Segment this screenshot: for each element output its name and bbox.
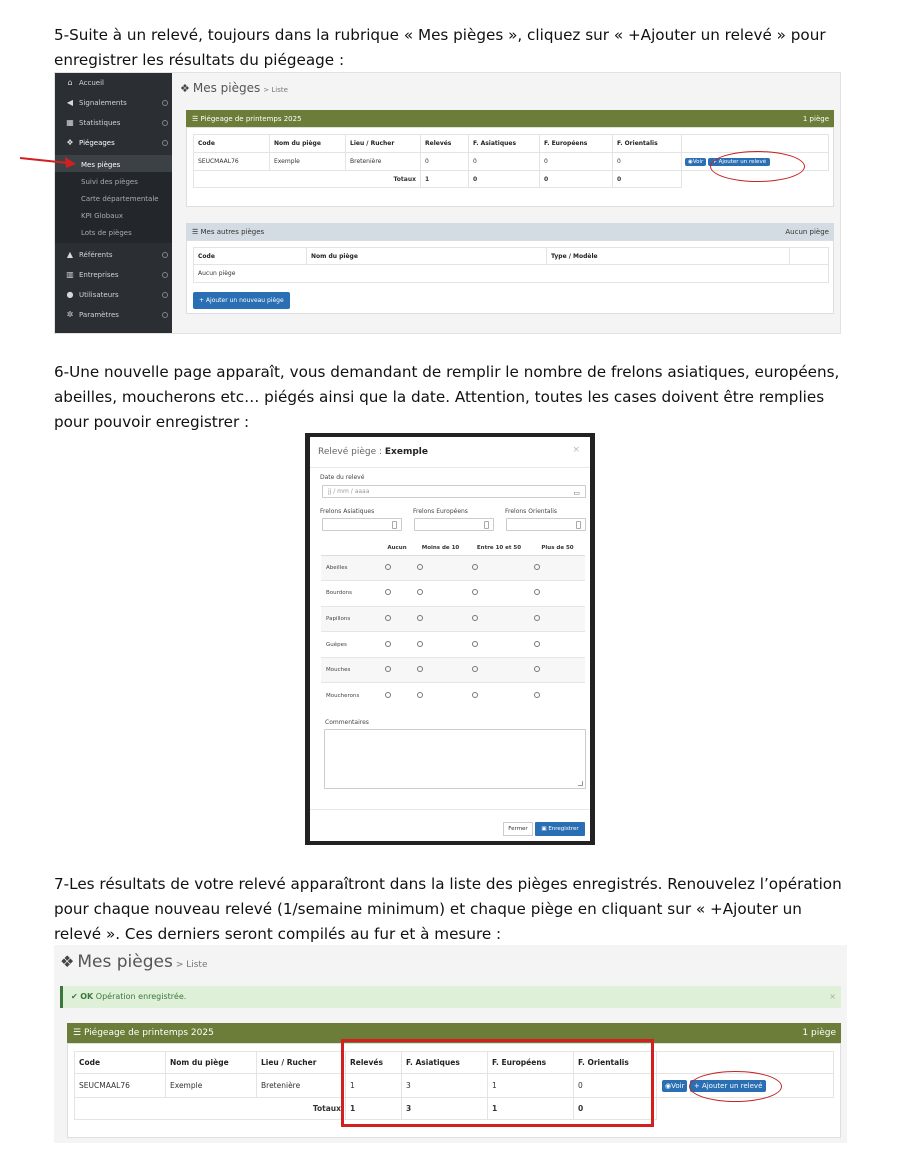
radio-moins-10[interactable] [417, 666, 423, 672]
sidebar-item-kpi[interactable]: KPI Globaux [55, 206, 172, 226]
list-icon: ☰ [73, 1028, 84, 1038]
column-header: Lieu / Rucher [257, 1052, 346, 1074]
radio-plus-50[interactable] [534, 666, 540, 672]
column-header: Code [75, 1052, 166, 1074]
comments-textarea[interactable] [324, 729, 586, 789]
asian-hornets-input[interactable] [322, 518, 402, 531]
other-species-table [321, 541, 585, 709]
comments-label: Commentaires [325, 719, 369, 726]
page-title: Mes pièges [77, 952, 173, 972]
other-traps-table [193, 247, 829, 283]
calendar-icon[interactable]: ▭ [573, 489, 580, 497]
screenshot-trap-list [54, 72, 841, 334]
column-header: Plus de 50 [530, 541, 585, 555]
expand-icon [162, 272, 168, 278]
radio-aucun[interactable] [385, 589, 391, 595]
european-hornets-input[interactable] [414, 518, 494, 531]
radio-moins-10[interactable] [417, 692, 423, 698]
radio-plus-50[interactable] [534, 692, 540, 698]
radio-10-50[interactable] [472, 692, 478, 698]
date-label: Date du relevé [320, 474, 365, 481]
eye-icon: ◉ [688, 158, 693, 165]
orientalis-hornets-input[interactable] [506, 518, 586, 531]
list-icon: ☰ [192, 227, 201, 236]
column-header: Entre 10 et 50 [468, 541, 530, 555]
column-header: Code [194, 248, 307, 265]
species-row-abeilles: Abeilles [321, 555, 585, 581]
resize-handle-icon[interactable] [578, 781, 583, 786]
column-header: F. Européens [540, 135, 613, 153]
panel-header-autres: ☰ Mes autres pièges Aucun piège [186, 223, 834, 240]
main-content [172, 73, 840, 334]
column-header: F. Asiatiques [402, 1052, 488, 1074]
megaphone-icon: ◀ [66, 98, 74, 107]
totals-row: Totaux 1 3 1 0 [75, 1098, 834, 1120]
column-header: Type / Modèle [547, 248, 790, 265]
add-reading-button[interactable]: + Ajouter un relevé [690, 1080, 767, 1092]
modal-title: Relevé piège : Exemple [318, 447, 428, 457]
page-header [60, 952, 207, 972]
highlight-ellipse [689, 1071, 782, 1102]
column-header: Relevés [421, 135, 469, 153]
european-hornets-label: Frelons Européens [413, 508, 468, 515]
view-button[interactable]: ◉Voir [685, 158, 706, 166]
column-header: F. Asiatiques [469, 135, 540, 153]
species-row-mouches: Mouches [321, 657, 585, 683]
list-icon: ☰ [192, 114, 201, 123]
user-icon: ● [66, 290, 74, 299]
radio-moins-10[interactable] [417, 641, 423, 647]
radio-plus-50[interactable] [534, 641, 540, 647]
check-icon: ✔ [71, 992, 81, 1001]
modal-dialog [310, 437, 590, 841]
sidebar-item-statistiques[interactable]: ▦ Statistiques [55, 113, 172, 133]
column-header: Nom du piège [307, 248, 547, 265]
trap-count-badge: Aucun piège [785, 227, 829, 236]
species-row-guepes: Guêpes [321, 632, 585, 658]
asian-hornets-label: Frelons Asiatiques [320, 508, 375, 515]
sidebar-item-entreprises[interactable]: ▥ Entreprises [55, 265, 172, 285]
species-row-papillons: Papillons [321, 606, 585, 632]
breadcrumb: > Liste [263, 86, 288, 94]
expand-icon [162, 120, 168, 126]
expand-icon [162, 252, 168, 258]
expand-icon [162, 312, 168, 318]
radio-moins-10[interactable] [417, 615, 423, 621]
radio-aucun[interactable] [385, 615, 391, 621]
radio-10-50[interactable] [472, 641, 478, 647]
page-header [180, 81, 288, 95]
radio-aucun[interactable] [385, 666, 391, 672]
chart-icon: ▦ [66, 118, 74, 127]
add-new-trap-button[interactable]: + Ajouter un nouveau piège [193, 292, 290, 309]
column-header: F. Européens [488, 1052, 574, 1074]
graduation-icon: ▲ [66, 250, 74, 259]
expand-icon [162, 100, 168, 106]
sidebar-item-utilisateurs[interactable]: ● Utilisateurs [55, 285, 172, 305]
column-header: F. Orientalis [613, 135, 682, 153]
table-row: SEUCMAAL76 Exemple Bretenière 1 3 1 0 ◉Voir + Ajouter un relevé [75, 1074, 834, 1098]
column-header: Code [194, 135, 270, 153]
date-input[interactable]: jj / mm / aaaa ▭ [322, 485, 586, 498]
eye-icon: ◉ [665, 1081, 672, 1090]
close-icon[interactable]: × [572, 445, 580, 455]
table-row: SEUCMAAL76 Exemple Bretenière 0 0 0 0 ◉Voir + Ajouter un relevé [194, 153, 829, 171]
cubes-icon: ❖ [66, 138, 74, 147]
radio-10-50[interactable] [472, 615, 478, 621]
sidebar-item-piegeages[interactable]: ❖ Piégeages [55, 133, 172, 153]
sidebar-item-signalements[interactable]: ◀ Signalements [55, 93, 172, 113]
step-7-text: 7-Les résultats de votre relevé apparaîtront dans la liste des pièges enregistrés. Renouvelez l’opération pour chaque nouveau relevé (1/semaine minimum) et chaque piège en cliquant sur « +Ajouter un relevé ». Ces derniers seront compilés au fur et à mesure : [54, 875, 842, 943]
column-header: Lieu / Rucher [346, 135, 421, 153]
step-6-text: 6-Une nouvelle page apparaît, vous demandant de remplir le nombre de frelons asiatiques, européens, abeilles, moucherons etc… piégés ainsi que la date. Attention, toutes les cases doivent être remplies pour pouvoir enregistrer : [54, 363, 840, 431]
radio-10-50[interactable] [472, 564, 478, 570]
orientalis-hornets-label: Frelons Orientalis [505, 508, 558, 515]
expand-icon [162, 292, 168, 298]
table-row: Aucun piège [194, 265, 829, 283]
radio-plus-50[interactable] [534, 589, 540, 595]
highlight-rectangle [341, 1039, 654, 1127]
species-row-moucherons: Moucherons [321, 683, 585, 709]
screenshot-updated-list [54, 945, 847, 1143]
view-button[interactable]: ◉Voir [662, 1080, 687, 1092]
sidebar-item-lots[interactable]: Lots de pièges [55, 223, 172, 243]
save-button[interactable]: ▣ Enregistrer [535, 822, 585, 836]
bank-icon: ▥ [66, 270, 74, 279]
close-button[interactable]: Fermer [503, 822, 533, 836]
page-title: Mes pièges [192, 81, 261, 95]
add-reading-button[interactable]: + Ajouter un relevé [708, 158, 770, 166]
success-alert: ✔ OK Opération enregistrée. × [60, 986, 841, 1008]
species-row-bourdons: Bourdons [321, 581, 585, 607]
column-header: Nom du piège [270, 135, 346, 153]
radio-plus-50[interactable] [534, 615, 540, 621]
spinner-icon[interactable] [576, 521, 581, 529]
radio-10-50[interactable] [472, 589, 478, 595]
column-header: Aucun [381, 541, 413, 555]
collapse-icon [162, 140, 168, 146]
radio-moins-10[interactable] [417, 564, 423, 570]
highlight-ellipse [710, 151, 805, 182]
cubes-icon: ❖ [60, 952, 75, 971]
radio-10-50[interactable] [472, 666, 478, 672]
save-icon: ▣ [541, 826, 549, 832]
breadcrumb: > Liste [175, 960, 208, 970]
step-5-text: 5-Suite à un relevé, toujours dans la rubrique « Mes pièges », cliquez sur « +Ajouter un relevé » pour enregistrer les résultats du piégeage : [54, 26, 826, 69]
totals-row: Totaux 1 0 0 0 [194, 171, 829, 188]
trap-count-badge: 1 piège [802, 114, 829, 123]
column-header: Nom du piège [166, 1052, 257, 1074]
radio-aucun[interactable] [385, 692, 391, 698]
spinner-icon[interactable] [392, 521, 397, 529]
trap-count-badge: 1 piège [802, 1028, 836, 1038]
column-header: Moins de 10 [413, 541, 468, 555]
column-header: Relevés [346, 1052, 402, 1074]
panel-header-printemps: ☰ Piégeage de printemps 2025 1 piège [186, 110, 834, 127]
gears-icon: ✲ [66, 310, 74, 319]
radio-plus-50[interactable] [534, 564, 540, 570]
panel-header-printemps: ☰ Piégeage de printemps 2025 1 piège [67, 1023, 841, 1043]
sidebar [55, 73, 172, 334]
home-icon: ⌂ [67, 78, 73, 87]
cubes-icon: ❖ [180, 82, 190, 95]
radio-aucun[interactable] [385, 564, 391, 570]
sidebar-item-carte[interactable]: Carte départementale [55, 189, 172, 209]
screenshot-reading-modal [305, 433, 595, 845]
close-icon[interactable]: × [829, 992, 836, 1001]
radio-aucun[interactable] [385, 641, 391, 647]
sidebar-item-parametres[interactable]: ✲ Paramètres [55, 305, 172, 325]
sidebar-item-accueil[interactable]: ⌂ Accueil [55, 73, 172, 93]
pointer-arrow-icon [18, 152, 78, 170]
sidebar-item-referents[interactable]: ▲ Référents [55, 245, 172, 265]
radio-moins-10[interactable] [417, 589, 423, 595]
sidebar-item-suivi[interactable]: Suivi des pièges [55, 172, 172, 192]
spinner-icon[interactable] [484, 521, 489, 529]
sidebar-item-mes-pieges[interactable]: Mes pièges [55, 155, 172, 175]
column-header: F. Orientalis [574, 1052, 657, 1074]
